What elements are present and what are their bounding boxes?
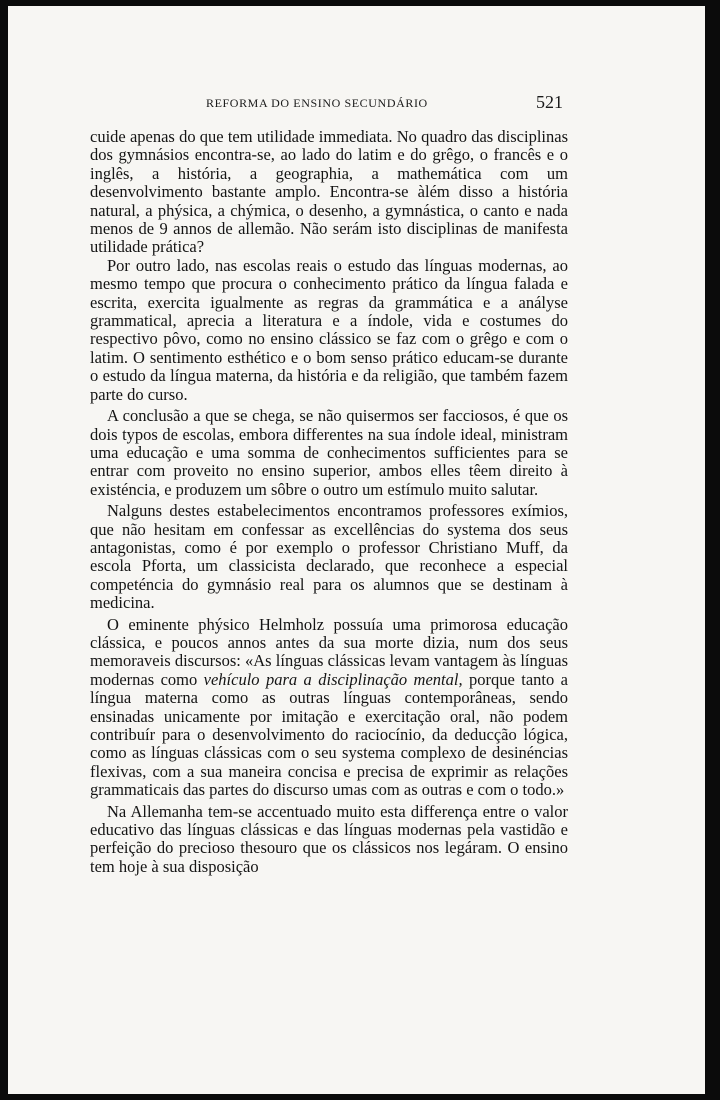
paragraph-6: Na Allemanha tem-se accentuado muito esta differença entre o valor educativo das línguas clássicas e das línguas modernas pela vastidão e perfeição do precioso thesouro que os clássicos nos legáram. O ensino tem hoje à sua disposição — [90, 801, 568, 876]
paragraph-4: Nalguns destes estabelecimentos encontramos professores exímios, que não hesitam em confessar as excellências do systema dos seus antagonistas, como é por exemplo o professor Christiano Muff, da escola Pforta, um classicista declarado, que reconhece a especial competéncia do gymnásio real para os alumnos que se destinam à medicina. — [90, 501, 568, 613]
paragraph-5-text-end: porque tanto a língua materna como as outras línguas contemporâneas, sendo ensinadas unicamente por imitação e exercitação oral, não podem contribuír para o desenvolvimento do raciocínio, da deducção lógica, como as línguas clássicas com o seu systema complexo de desinéncias flexivas, com a sua maneira concisa e precisa de exprimir as relações grammaticais das partes do discurso umas com as outras e com o todo.» — [90, 669, 568, 800]
paragraph-5-emphasis: vehículo para a disciplinação mental, — [203, 669, 463, 689]
paragraph-5 — [90, 616, 568, 800]
book-page — [8, 6, 705, 1094]
page-number: 521 — [536, 92, 563, 112]
paragraph-3: A conclusão a que se chega, se não quisermos ser facciosos, é que os dois typos de escolas, embora differentes na sua índole ideal, ministram uma educação e uma somma de conhecimentos sufficientes para se entrar com proveito no ensino superior, ambos elles têem direito à existéncia, e produzem um sôbre o outro um estímulo muito salutar. — [90, 406, 568, 499]
running-head: REFORMA DO ENSINO SECUNDÁRIO — [206, 96, 428, 110]
body-text — [90, 128, 568, 876]
paragraph-2: Por outro lado, nas escolas reais o estudo das línguas modernas, ao mesmo tempo que procura o conhecimento prático da língua falada e escrita, exercita igualmente as regras da grammática e a anályse grammatical, aprecia a literatura e a índole, vida e costumes do respectivo pôvo, como no ensino clássico se faz com o grêgo e com o latim. O sentimento esthético e o bom senso prático educam-se durante o estudo da língua materna, da história e da religião, que também fazem parte do curso. — [90, 255, 568, 404]
page-header — [8, 92, 705, 116]
paragraph-5-text-start: O eminente phýsico Helmholz possuía uma primorosa educação clássica, e poucos annos antes da sua morte dizia, num dos seus memoraveis discursos: «As línguas clássicas levam vantagem às línguas modernas como — [90, 614, 568, 689]
paragraph-1: cuide apenas do que tem utilidade immediata. No quadro das disciplinas dos gymnásios encontra-se, ao lado do latim e do grêgo, o francês e o inglês, a história, a geographia, a mathemática com um desenvolvimento bastante amplo. Encontra-se àlém disso a história natural, a phýsica, a chýmica, o desenho, a gymnástica, o canto e nada menos de 9 annos de allemão. Não serám isto disciplinas de manifesta utilidade prática? — [90, 127, 568, 257]
